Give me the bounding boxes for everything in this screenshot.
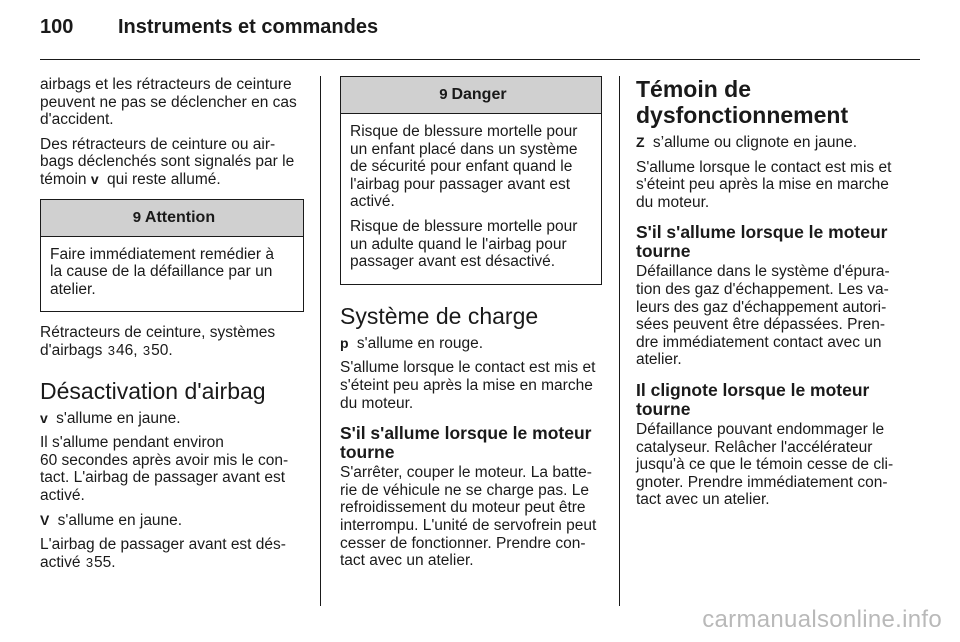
page-reference[interactable]: 46	[115, 341, 134, 359]
page-reference[interactable]: 50	[151, 341, 169, 359]
subheading: S'il s'allume lorsque le moteur tourne	[340, 423, 592, 463]
section-heading: Désactivation d'airbag	[40, 377, 266, 404]
text: ,	[133, 341, 142, 359]
danger-title: Danger	[451, 86, 507, 104]
page-reference-arrow-icon: 3	[85, 554, 94, 570]
text: Des rétracteurs de ceinture ou air- bags déclenchés sont signalés par le témoin	[40, 135, 295, 188]
warning-triangle-icon: 9	[439, 86, 448, 104]
attention-title: Attention	[144, 208, 216, 226]
attention-text: Faire immédiatement remédier à la cause de la défaillance par un atelier.	[50, 245, 274, 298]
page-reference-arrow-icon: 3	[142, 342, 151, 358]
paragraph: Défaillance dans le système d'épura- tion des gaz d'échappement. Les va- leurs des gaz d'échappement autori- sées peuvent être dépassées. Pren- dre immédiatement contact avec un atelier.	[636, 263, 890, 369]
paragraph	[40, 512, 304, 530]
paragraph	[40, 324, 304, 359]
attention-header	[41, 200, 303, 237]
paragraph: airbags et les rétracteurs de ceinture peuvent ne pas se déclencher en cas d'accident.	[40, 76, 297, 129]
text: s’allume ou clignote en jaune.	[648, 134, 858, 151]
text: .	[111, 553, 116, 571]
text: s'allume en rouge.	[352, 334, 484, 352]
danger-text: Risque de blessure mortelle pour un enfant placé dans un système de sécurité pour enfant quand le l'airbag pour passager avant est activé.	[350, 123, 578, 211]
text: qui reste allumé.	[102, 170, 221, 188]
paragraph	[40, 136, 304, 189]
text: s'allume en jaune.	[51, 409, 181, 427]
battery-icon: p	[340, 334, 349, 351]
paragraph: S'arrêter, couper le moteur. La batte- rie de véhicule ne se charge pas. Le refroidissement du moteur peut être interrompu. L'unité de servofrein peut cesser de fonctionner. Prendre con- tact avec un atelier.	[340, 464, 597, 570]
text: L'airbag de passager avant est dés- activé	[40, 536, 286, 571]
engine-check-icon: Z	[636, 134, 645, 150]
chapter-title: Instruments et commandes	[118, 16, 379, 38]
paragraph	[340, 335, 602, 353]
danger-text: Risque de blessure mortelle pour un adulte quand le l'airbag pour passager avant est désactivé.	[350, 217, 578, 271]
page-reference-arrow-icon: 3	[107, 342, 115, 358]
page-reference[interactable]: 55	[94, 553, 112, 571]
paragraph	[636, 134, 902, 152]
header-rule	[40, 59, 920, 60]
danger-box	[340, 76, 602, 285]
column-right	[636, 76, 902, 516]
paragraph: S'allume lorsque le contact est mis et s'éteint peu après la mise en marche du moteur.	[636, 158, 892, 211]
text: Rétracteurs de ceinture, systèmes d'airbags	[40, 324, 276, 359]
danger-header	[341, 77, 601, 114]
column-divider	[320, 76, 321, 606]
text: .	[168, 341, 173, 359]
paragraph	[40, 536, 304, 571]
subheading: S'il s'allume lorsque le moteur tourne	[636, 222, 888, 262]
section-heading: Système de charge	[340, 302, 539, 329]
attention-box	[40, 199, 304, 313]
warning-triangle-icon: 9	[132, 208, 142, 226]
column-left	[40, 76, 304, 578]
paragraph: S'allume lorsque le contact est mis et s'éteint peu après la mise en marche du moteur.	[340, 359, 596, 412]
paragraph: Il s'allume pendant environ 60 secondes après avoir mis le con- tact. L'airbag de passager avant est activé.	[40, 434, 289, 504]
section-heading: Témoin de dysfonctionnement	[636, 76, 849, 128]
column-divider	[619, 76, 620, 606]
airbag-off-icon: V	[40, 511, 50, 528]
paragraph: Défaillance pouvant endommager le catalyseur. Relâcher l'accélérateur jusqu'à ce que le témoin cesse de cli- gnoter. Prendre immédiatement con- tact avec un atelier.	[636, 420, 894, 509]
text: s'allume en jaune.	[53, 511, 183, 529]
watermark: carmanualsonline.info	[702, 606, 942, 633]
paragraph	[40, 410, 304, 428]
page-number: 100	[40, 16, 74, 38]
airbag-icon: v	[40, 409, 48, 426]
airbag-warning-icon: v	[90, 170, 99, 187]
column-middle	[340, 76, 602, 577]
subheading: Il clignote lorsque le moteur tourne	[636, 379, 870, 419]
